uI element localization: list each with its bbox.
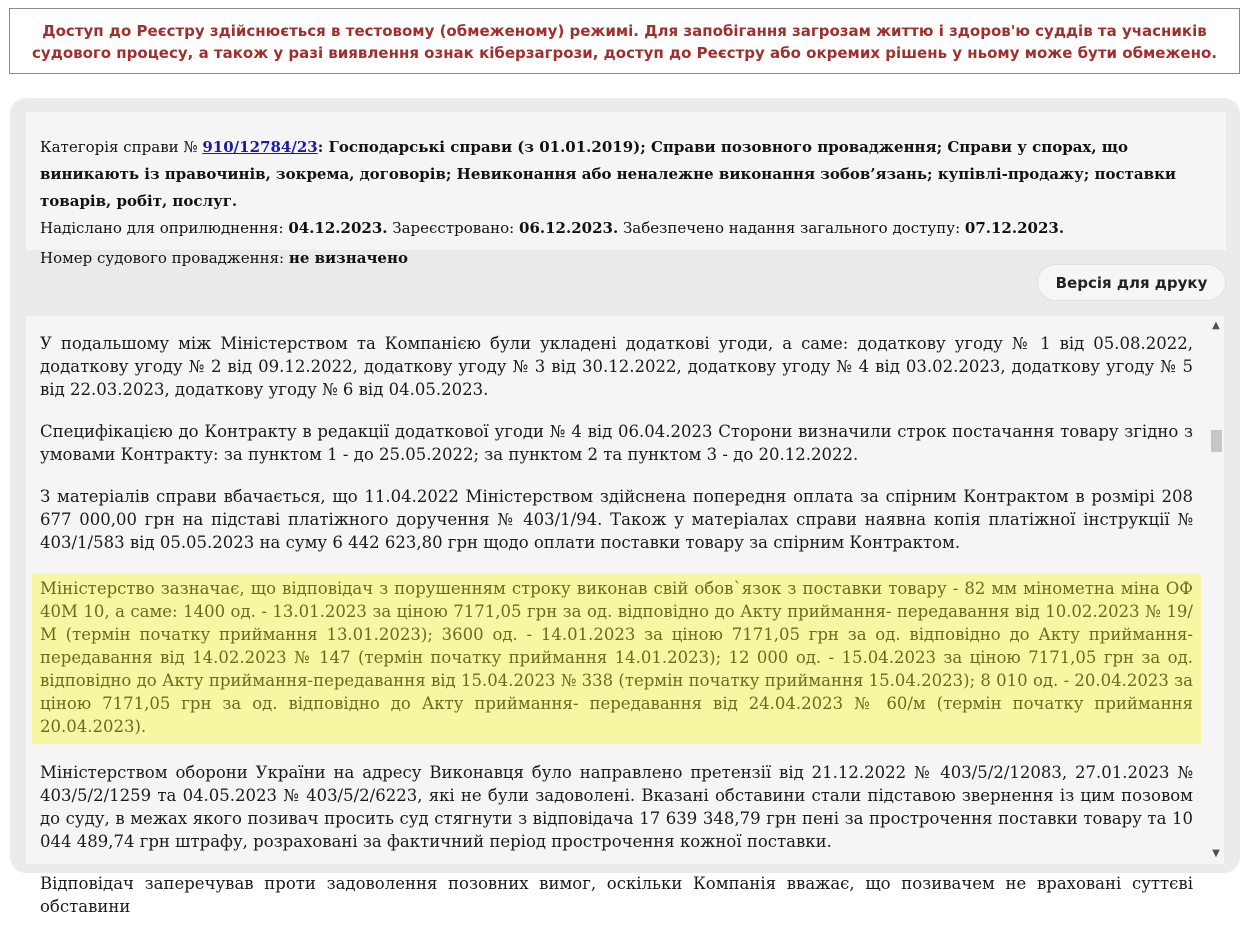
case-info-box [26,112,1226,267]
case-category-line [40,134,1212,215]
category-label: Категорія справи № [40,138,203,156]
access-notice-text: Доступ до Реєстру здійснюється в тестовому (обмеженому) режимі. Для запобігання загрозам життю і здоров'ю суддів та учасників судового процесу, а також у разі виявлення ознак кіберзагрози, доступ до Реєстру або окремих рішень у ньому може бути обмежено. [32,22,1217,62]
registered-date: 06.12.2023. [519,219,619,237]
access-date: 07.12.2023. [964,219,1065,237]
decision-panel [10,98,1240,916]
sent-label: Надіслано для оприлюднення: [40,219,289,237]
proceeding-value: не визначено [288,249,408,267]
access-label: Забезпечено надання загального доступу: [618,219,965,237]
document-paragraph: Специфікацією до Контракту в редакції додаткової угоди № 4 від 06.04.2023 Сторони визначили строк постачання товару згідно з умовами Контракту: за пунктом 1 - до 25.05.2022; за пунктом 2 та пунктом 3 - до 20.12.2022. [40,422,1193,464]
highlighted-paragraph: Міністерство зазначає, що відповідач з порушенням строку виконав свій обов`язок з поставки товару - 82 мм мінометна міна ОФ 40М 10, а саме: 1400 од. - 13.01.2023 за ціною 7171,05 грн за од. відповідно до Акту приймання- передавання від 10.02.2023 № 19/М (термін початку приймання 13.01.2023); 3600 од. - 14.01.2023 за ціною 7171,05 грн за од. відповідно до Акту приймання- передавання від 14.02.2023 № 147 (термін початку приймання 14.01.2023); 12 000 од. - 15.04.2023 за ціною 7171,05 грн за од. відповідно до Акту приймання-передавання від 15.04.2023 № 338 (термін початку приймання 15.04.2023); 8 010 од. - 20.04.2023 за ціною 7171,05 грн за од. відповідно до Акту приймання- передавання від 24.04.2023 № 60/м (термін початку приймання 20.04.2023). [32,573,1201,744]
proceeding-label: Номер судового провадження: [40,249,289,267]
print-version-button[interactable]: Версія для друку [1038,265,1225,300]
document-viewer[interactable] [26,316,1224,916]
proceeding-number-line [40,245,1212,272]
category-text: : Господарські справи (з 01.01.2019); Справи позовного провадження; Справи у спорах, що виникають із правочинів, зокрема, договорів; Невиконання або неналежне виконання зобов’язань; купівлі-продажу; поставки товарів, робіт, послуг. [40,138,1177,210]
document-text [40,332,1193,937]
document-paragraph: Відповідач заперечував проти задоволення позовних вимог, оскільки Компанія вважає, що позивачем не враховані суттєві обставини [40,874,1193,916]
access-notice-banner [9,8,1240,74]
scroll-up-arrow-icon[interactable]: ▲ [1212,320,1220,331]
document-paragraph: У подальшому між Міністерством та Компанією були укладені додаткові угоди, а саме: додаткову угоду № 1 від 05.08.2022, додаткову угоду № 2 від 09.12.2022, додаткову угоду № 3 від 30.12.2022, додаткову угоду № 4 від 03.02.2023, додаткову угоду № 5 від 22.03.2023, додаткову угоду № 6 від 04.05.2023. [40,334,1193,399]
case-number-link[interactable]: 910/12784/23 [202,138,318,156]
document-scrollbar[interactable] [1208,316,1224,864]
registered-label: Зареєстровано: [387,219,520,237]
document-paragraph: З матеріалів справи вбачається, що 11.04.2022 Міністерством здійснена попередня оплата за спірним Контрактом в розмірі 208 677 000,00 грн на підставі платіжного доручення № 403/1/94. Також у матеріалах справи наявна копія платіжної інструкції № 403/1/583 від 05.05.2023 на суму 6 442 623,80 грн щодо оплати поставки товару за спірним Контрактом. [40,487,1193,552]
case-dates-line [40,215,1212,242]
scroll-thumb[interactable] [1211,430,1222,452]
document-paragraph: Міністерством оборони України на адресу Виконавця було направлено претензії від 21.12.2022 № 403/5/2/12083, 27.01.2023 № 403/5/2/1259 та 04.05.2023 № 403/5/2/6223, які не були задоволені. Вказані обставини стали підставою звернення із цим позовом до суду, в межах якого позивач просить суд стягнути з відповідача 17 639 348,79 грн пені за прострочення поставки товару та 10 044 489,74 грн штрафу, розраховані за фактичний період прострочення кожної поставки. [40,763,1193,851]
sent-date: 04.12.2023. [288,219,388,237]
scroll-down-arrow-icon[interactable]: ▼ [1212,848,1220,859]
